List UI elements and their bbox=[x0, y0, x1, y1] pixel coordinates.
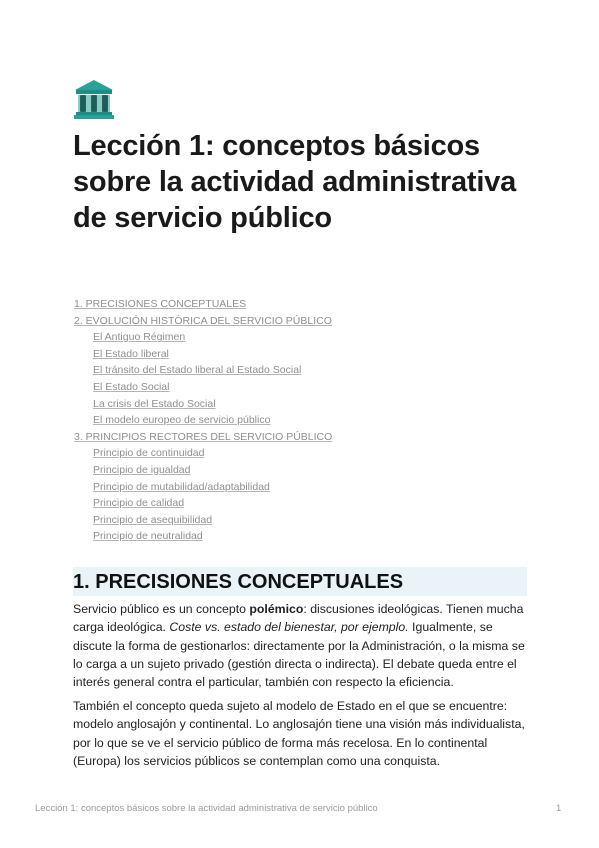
page-title: Lección 1: conceptos básicos sobre la actividad administrativa de servicio público bbox=[73, 130, 517, 234]
page-number: 1 bbox=[556, 803, 562, 814]
toc-link[interactable]: El tránsito del Estado liberal al Estado Social bbox=[93, 364, 302, 377]
toc-link[interactable]: El modelo europeo de servicio público bbox=[93, 414, 271, 427]
paragraph-1 bbox=[73, 600, 527, 691]
toc-link[interactable]: La crisis del Estado Social bbox=[93, 397, 216, 410]
toc-link[interactable]: Principio de mutabilidad/adaptabilidad bbox=[93, 480, 270, 493]
table-of-contents bbox=[74, 296, 528, 545]
toc-link[interactable]: 1. PRECISIONES CONCEPTUALES bbox=[74, 298, 247, 310]
section-heading: 1. PRECISIONES CONCEPTUALES bbox=[73, 567, 527, 596]
toc-link[interactable]: Principio de neutralidad bbox=[93, 530, 203, 543]
toc-link[interactable]: 3. PRINCIPIOS RECTORES DEL SERVICIO PÚBLICO bbox=[74, 430, 333, 443]
bold-term: polémico bbox=[249, 602, 304, 616]
toc-link[interactable]: El Estado Social bbox=[93, 380, 170, 393]
toc-link[interactable]: Principio de continuidad bbox=[93, 447, 205, 460]
footer-title: Lección 1: conceptos básicos sobre la actividad administrativa de servicio público bbox=[35, 803, 378, 814]
toc-link[interactable]: Principio de asequibilidad bbox=[93, 513, 213, 526]
classical-building-icon bbox=[73, 78, 115, 120]
toc-link[interactable]: El Estado liberal bbox=[93, 347, 169, 360]
toc-link[interactable]: Principio de calidad bbox=[93, 497, 185, 510]
paragraph-2: También el concepto queda sujeto al modelo de Estado en el que se encuentre: modelo anglosajón y continental. Lo anglosajón tiene una visión más individualista, por lo que se ve el servicio público de forma más recelosa. En lo continental (Europa) los servicios públicos se contemplan como una conquista. bbox=[73, 699, 525, 768]
toc-link[interactable]: Principio de igualdad bbox=[93, 463, 191, 476]
paragraph-text: Servicio público es un concepto bbox=[73, 602, 250, 616]
toc-link[interactable]: El Antiguo Régimen bbox=[93, 331, 186, 344]
italic-example: Coste vs. estado del bienestar, por ejemplo. bbox=[169, 620, 409, 635]
toc-link[interactable]: 2. EVOLUCIÓN HISTÓRICA DEL SERVICIO PÚBLICO bbox=[74, 314, 332, 327]
paragraph-text: : discusiones ideológicas. Tienen mucha carga ideológica. bbox=[73, 602, 524, 635]
paragraph-text: Igualmente, se discute la forma de gestionarlos: directamente por la Administración, o la misma se lo carga a un sujeto privado (gestión directa o indirecta). El debate queda entre el interés general contra el particular, también con respecto la eficiencia. bbox=[73, 620, 525, 690]
